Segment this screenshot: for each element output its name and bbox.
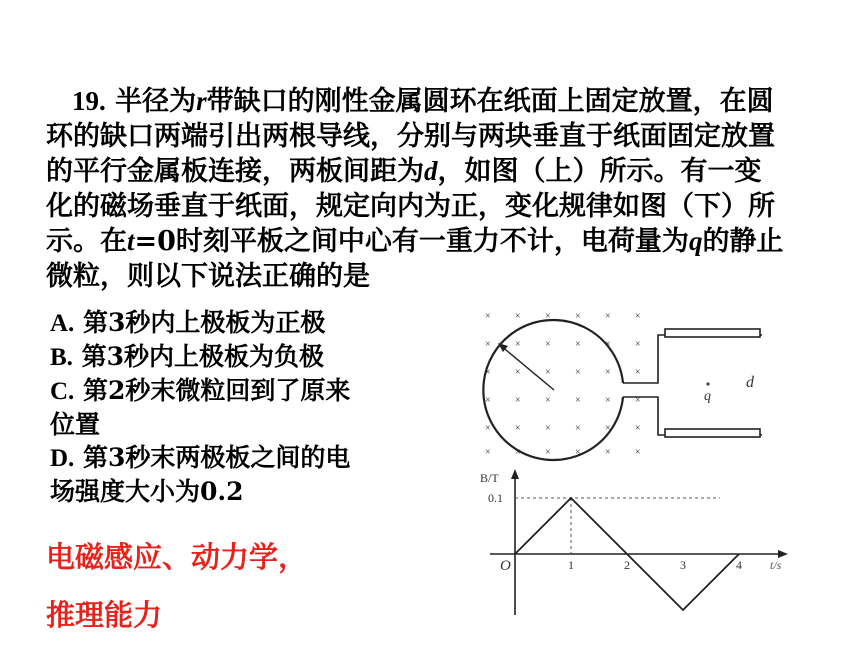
question-line-3: 的平行金属板连接，两板间距为d，如图（上）所示。有一变 bbox=[46, 156, 762, 187]
bt-graph bbox=[480, 469, 788, 615]
field-cross: × bbox=[545, 423, 551, 434]
x-tick-labels bbox=[568, 558, 742, 572]
option-c-continued: 位置 bbox=[50, 410, 101, 439]
field-cross: × bbox=[515, 339, 521, 350]
lead-wire-top bbox=[623, 335, 762, 383]
question-line-5: 示。在t=0时刻平板之间中心有一重力不计，电荷量为q的静止 bbox=[46, 226, 784, 257]
question-number: 19. bbox=[72, 86, 106, 116]
x-tick-label: 3 bbox=[680, 558, 686, 572]
var-d: d bbox=[424, 156, 438, 186]
question-line-4: 化的磁场垂直于纸面，规定向内为正，变化规律如图（下）所 bbox=[46, 190, 775, 222]
field-cross: × bbox=[515, 367, 521, 378]
y-axis-label: B/T bbox=[480, 471, 499, 485]
question-text bbox=[46, 84, 836, 294]
lower-plate bbox=[665, 429, 760, 437]
field-cross: × bbox=[545, 447, 551, 458]
upper-plate bbox=[665, 329, 760, 337]
field-cross: × bbox=[515, 311, 521, 322]
question-line-1: 19. 半径为r带缺口的刚性金属圆环在纸面上固定放置，在圆 bbox=[72, 86, 774, 117]
field-cross: × bbox=[485, 447, 491, 458]
var-t: t bbox=[127, 226, 135, 256]
tag-ability: 推理能力 bbox=[46, 598, 163, 632]
x-axis-label: t/s bbox=[770, 558, 782, 572]
field-cross: × bbox=[605, 367, 611, 378]
option-d-continued: 场强度大小为0.2 bbox=[50, 477, 244, 506]
field-cross: × bbox=[635, 367, 641, 378]
field-cross: × bbox=[635, 339, 641, 350]
field-cross: × bbox=[515, 395, 521, 406]
x-tick-label: 1 bbox=[568, 558, 574, 572]
field-cross: × bbox=[515, 423, 521, 434]
option-a[interactable]: A. 第3秒内上极板为正极 bbox=[50, 308, 326, 337]
field-cross: × bbox=[635, 447, 641, 458]
tag-topics: 电磁感应、动力学， bbox=[46, 540, 308, 574]
origin-label: O bbox=[500, 558, 511, 574]
field-cross: × bbox=[485, 311, 491, 322]
field-cross: × bbox=[575, 367, 581, 378]
var-r: r bbox=[196, 86, 207, 116]
label-q: q bbox=[704, 389, 711, 404]
question-line-6: 微粒，则以下说法正确的是 bbox=[46, 260, 370, 292]
field-cross: × bbox=[605, 395, 611, 406]
field-cross: × bbox=[575, 447, 581, 458]
x-tick-label: 4 bbox=[736, 558, 742, 572]
option-c[interactable]: C. 第2秒末微粒回到了原来 bbox=[50, 376, 351, 405]
x-axis-arrow-icon bbox=[778, 550, 788, 558]
field-cross: × bbox=[485, 423, 491, 434]
field-cross: × bbox=[575, 423, 581, 434]
field-cross: × bbox=[545, 339, 551, 350]
field-cross: × bbox=[575, 339, 581, 350]
y-tick-label: 0.1 bbox=[488, 491, 503, 505]
answer-options bbox=[50, 306, 410, 508]
field-cross: × bbox=[485, 395, 491, 406]
magnetic-field-crosses bbox=[485, 311, 641, 458]
field-cross: × bbox=[485, 339, 491, 350]
var-q: q bbox=[688, 226, 703, 256]
field-cross: × bbox=[515, 447, 521, 458]
figure bbox=[470, 305, 810, 625]
question-line-2: 环的缺口两端引出两根导线，分别与两块垂直于纸面固定放置 bbox=[46, 120, 775, 152]
field-cross: × bbox=[545, 311, 551, 322]
field-cross: × bbox=[485, 367, 491, 378]
field-cross: × bbox=[605, 423, 611, 434]
field-cross: × bbox=[635, 395, 641, 406]
field-cross: × bbox=[575, 311, 581, 322]
option-b[interactable]: B. 第3秒内上极板为负极 bbox=[50, 342, 325, 371]
field-cross: × bbox=[545, 395, 551, 406]
option-d[interactable]: D. 第3秒末两极板之间的电 bbox=[50, 443, 351, 472]
field-cross: × bbox=[605, 339, 611, 350]
field-cross: × bbox=[635, 423, 641, 434]
label-d: d bbox=[746, 374, 754, 391]
particle bbox=[706, 382, 709, 385]
y-axis-arrow-icon bbox=[511, 469, 519, 479]
x-tick-label: 2 bbox=[624, 558, 630, 572]
field-cross: × bbox=[575, 395, 581, 406]
field-cross: × bbox=[605, 447, 611, 458]
field-cross: × bbox=[635, 311, 641, 322]
field-cross: × bbox=[605, 311, 611, 322]
field-cross: × bbox=[545, 367, 551, 378]
